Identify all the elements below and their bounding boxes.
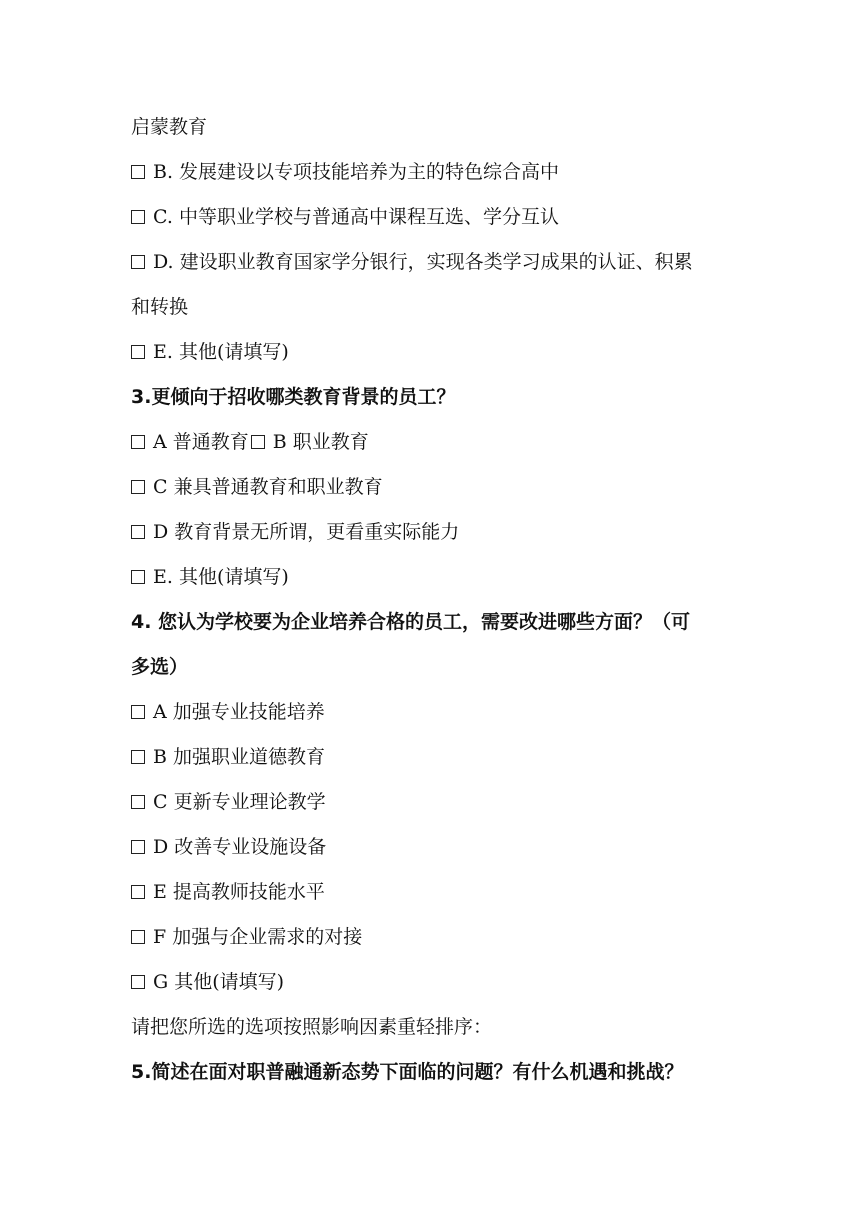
q2-option-b[interactable] <box>131 160 559 184</box>
q4-title: 4. 您认为学校要为企业培养合格的员工，需要改进哪些方面？（可 <box>131 611 691 633</box>
q4-option-d[interactable] <box>131 835 326 859</box>
q4-option-b[interactable] <box>131 745 325 769</box>
q4-option-a-label: A 加强专业技能培养 <box>153 701 325 723</box>
q2-option-e[interactable] <box>131 340 289 364</box>
q4-option-d-label: D 改善专业设施设备 <box>153 836 327 858</box>
q3-option-d[interactable] <box>131 520 459 544</box>
checkbox-icon[interactable] <box>251 435 265 449</box>
checkbox-icon[interactable] <box>131 885 145 899</box>
checkbox-icon[interactable] <box>131 255 145 269</box>
q5-title: 5.简述在面对职普融通新态势下面临的问题？有什么机遇和挑战？ <box>131 1061 684 1083</box>
q3-option-c[interactable] <box>131 475 383 499</box>
q2-option-a-continuation: 启蒙教育 <box>131 116 208 138</box>
checkbox-icon[interactable] <box>131 750 145 764</box>
checkbox-icon[interactable] <box>131 480 145 494</box>
q2-option-c-label: C. 中等职业学校与普通高中课程互选、学分互认 <box>153 206 559 228</box>
q4-option-e[interactable] <box>131 880 325 904</box>
checkbox-icon[interactable] <box>131 345 145 359</box>
checkbox-icon[interactable] <box>131 795 145 809</box>
q4-option-f-label: F 加强与企业需求的对接 <box>153 926 363 948</box>
q3-option-e-label: E. 其他(请填写) <box>153 566 289 588</box>
q4-option-a[interactable] <box>131 700 325 724</box>
q4-option-b-label: B 加强职业道德教育 <box>153 746 326 768</box>
checkbox-icon[interactable] <box>131 840 145 854</box>
q3-option-d-label: D 教育背景无所谓，更看重实际能力 <box>153 521 460 543</box>
q3-option-e[interactable] <box>131 565 289 589</box>
q4-option-c[interactable] <box>131 790 326 814</box>
q4-option-g[interactable] <box>131 970 284 994</box>
q3-option-b-label: B 职业教育 <box>272 431 369 453</box>
q2-option-b-label: B. 发展建设以专项技能培养为主的特色综合高中 <box>153 161 560 183</box>
q2-option-e-label: E. 其他(请填写) <box>153 341 289 363</box>
checkbox-icon[interactable] <box>131 165 145 179</box>
q4-title-continuation: 多选） <box>131 656 189 678</box>
q3-title: 3.更倾向于招收哪类教育背景的员工？ <box>131 386 456 408</box>
q2-option-c[interactable] <box>131 205 559 229</box>
q4-option-g-label: G 其他(请填写) <box>153 971 285 993</box>
q4-rank-instruction: 请把您所选的选项按照影响因素重轻排序： <box>131 1016 493 1038</box>
checkbox-icon[interactable] <box>131 570 145 584</box>
q4-option-c-label: C 更新专业理论教学 <box>153 791 326 813</box>
checkbox-icon[interactable] <box>131 975 145 989</box>
checkbox-icon[interactable] <box>131 930 145 944</box>
q4-option-f[interactable] <box>131 925 362 949</box>
q3-option-a-label: A 普通教育 <box>153 431 249 453</box>
checkbox-icon[interactable] <box>131 705 145 719</box>
q3-options-ab <box>131 430 369 454</box>
q3-option-c-label: C 兼具普通教育和职业教育 <box>153 476 383 498</box>
checkbox-icon[interactable] <box>131 210 145 224</box>
checkbox-icon[interactable] <box>131 525 145 539</box>
q2-option-d-label: D. 建设职业教育国家学分银行，实现各类学习成果的认证、积累 <box>153 251 693 273</box>
q2-option-d-continuation: 和转换 <box>131 296 189 318</box>
q2-option-d[interactable] <box>131 250 693 274</box>
q4-option-e-label: E 提高教师技能水平 <box>153 881 325 903</box>
checkbox-icon[interactable] <box>131 435 145 449</box>
